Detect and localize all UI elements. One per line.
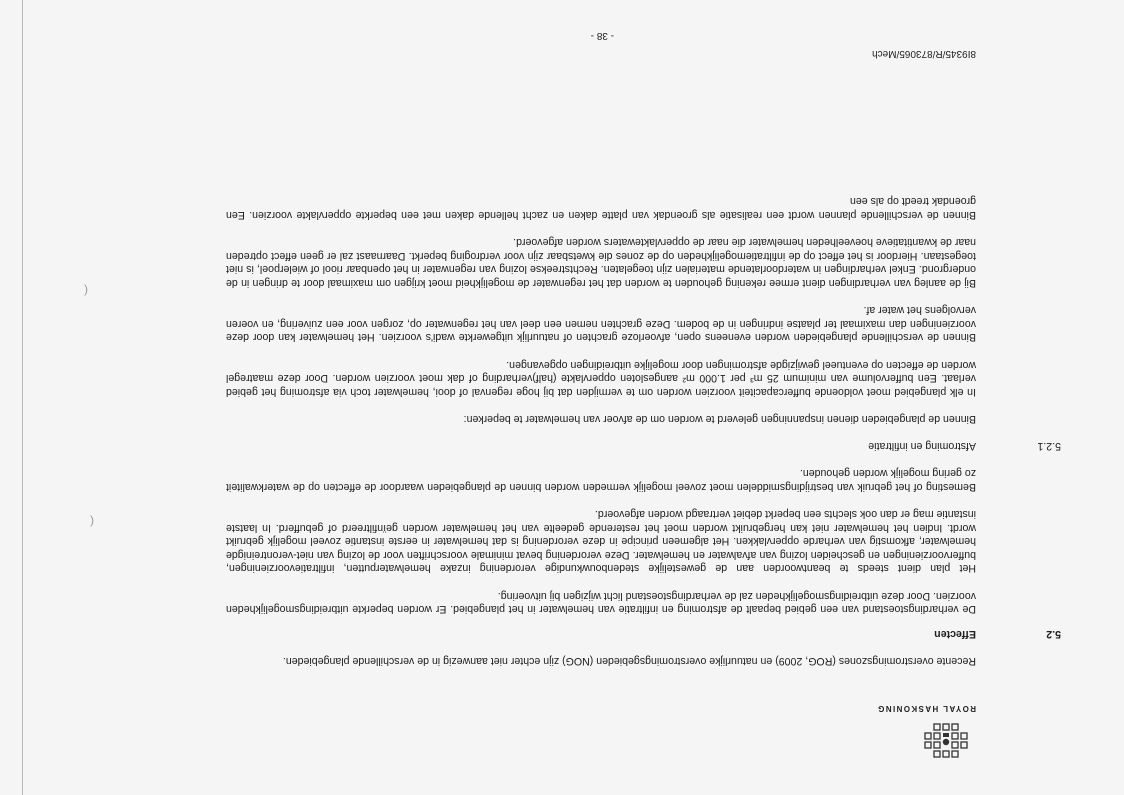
section-number: 5.2 [1046, 627, 1061, 640]
section-title: Afstroming en infiltratie [868, 440, 976, 453]
section-heading-5-2 [226, 626, 1061, 640]
section-heading-5-2-1 [226, 439, 1061, 453]
section-number: 5.2.1 [1037, 440, 1061, 453]
page-number: - 38 - [590, 30, 614, 41]
logo-grid-icon [916, 717, 976, 759]
body-paragraph: Bij de aanleg van verhardingen dient ermee rekening gehouden te worden dat het regenwater de mogelijkheid moet krijgen om maximaal door te dringen in de ondergrond. Enkel verhardingen in waterdoorlatende materialen zijn toegelaten. Rechtstreekse lozing van regenwater in het openbaar riool of wielerpoel, is niet toegestaan. Hierdoor is het effect op de infiltratiemogelijkheden op de zones die kwetsbaar zijn voor verdroging beperkt. Daarnaast zal er geen effect optreden naar de kwantitatieve hoeveelheden hemelwater die naar de oppervlaktewaters worden afgevoerd. [226, 236, 976, 289]
page-edge-line [22, 0, 23, 795]
document-body [226, 180, 1061, 667]
margin-mark: ( [84, 284, 88, 298]
body-paragraph: In elk plangebied moet voldoende buffercapaciteit voorzien worden om te vermijden dat bij hoge regenval of dooi, hemelwater toch via afstroming het gebied verlaat. Een buffervolume van minimum 25 m³ per 1.000 m² aangesloten oppervlakte (half)verharding of dak moet voorzien worden. Door deze maatregel worden de effecten op eventueel gewijzigde afstromingen door mogelijke uitbreidingen opgevangen. [226, 358, 976, 398]
intro-paragraph: Recente overstromingszones (ROG, 2009) en natuurlijke overstromingsgebieden (NOG) zijn echter niet aanwezig in de verschillende plangebieden. [282, 655, 976, 667]
section-title: Effecten [934, 627, 976, 640]
body-paragraph: Binnen de plangebieden dienen inspanningen geleverd te worden om de afvoer van hemelwater te beperken: [463, 412, 976, 425]
body-paragraph: Het plan dient steeds te beantwoorden aan de gewestelijke stedenbouwkundige verordening inzake hemelwaterputten, infiltratievoorzieningen, buffervoorzieningen en gescheiden lozing van afvalwater en hemelwater. Deze verordening bevat minimale voorschriften voor de lozing van niet-verontreinigde hemelwater, afkomstig van verharde oppervlakken. Het algemeen principe in deze verordening is dat hemelwater in eerste instantie zoveel mogelijk gebruikt wordt. Indien het hemelwater niet kan hergebruikt worden moet het resterende gedeelte van het hemelwater worden geïnfiltreerd of gebufferd. In laatste instantie mag er dan ook slechts een beperkt debiet vertraagd worden afgevoerd. [226, 508, 976, 575]
document-reference: 8I9345/R/873065/Mech [872, 48, 976, 59]
body-paragraph: Binnen de verschillende plannen wordt een realisatie als groendak van platte daken en zacht hellende daken met een beperkte oppervlakte voorzien. Een groendak treedt op als een [226, 195, 976, 221]
company-logo [776, 699, 976, 759]
body-paragraph: De verhardingstoestand van een gebied bepaalt de afstroming en infiltratie van hemelwater in het plangebied. Er worden beperkte uitbreidingsmogelijkheden voorzien. Door deze uitbreidingsmogelijkheden zal de verhardingstoestand licht wijzigen bij uitvoering. [226, 589, 976, 616]
margin-mark: ( [90, 515, 94, 529]
logo-text: ROYAL HASKONING [876, 704, 976, 713]
body-paragraph: Bemesting of het gebruik van bestrijdingsmiddelen moet zoveel mogelijk vermeden worden binnen de plangebieden waardoor de effecten op de waterkwaliteit zo gering mogelijk worden gehouden. [226, 467, 976, 493]
body-paragraph: Binnen de verschillende plangebieden worden eveneens open, afvoerloze grachten of natuurlijk uitgewerkte wadi's voorzien. Het hemelwater kan door deze voorzieningen dan maximaal ter plaatse indringen in de bodem. Deze grachten nemen een deel van het regenwater op, zorgen voor een zuivering, en voeren vervolgens het water af. [226, 304, 976, 344]
page-footer [0, 9, 1124, 79]
